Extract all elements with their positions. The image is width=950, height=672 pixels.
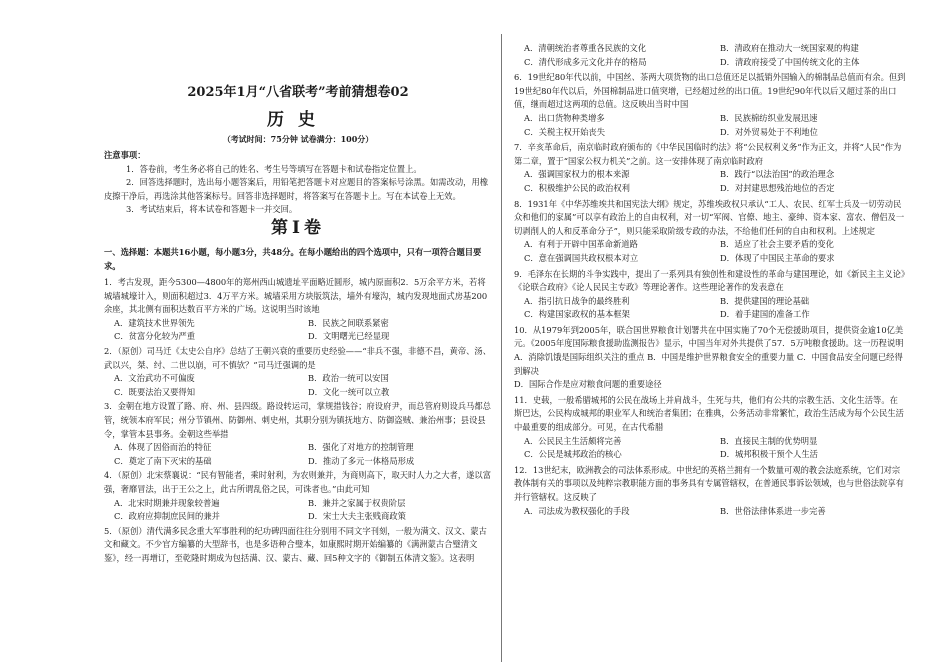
question-stem: 2．（原创）司马迁《太史公自序》总结了王朝兴衰的重要历史经验——“非兵不强，非德不昌，黄帝、汤、武以兴，桀、纣、二世以崩，可不慎欤？”司马迁强调的是 xyxy=(104,345,492,370)
option-a: A．公民民主生活颇将完善 xyxy=(524,435,622,446)
option-b: B．清政府在推动大一统国家观的构建 xyxy=(720,43,859,53)
option-a: A．司法成为教权强化的手段 xyxy=(524,505,630,516)
option-b: B．世俗法律体系进一步完善 xyxy=(720,505,826,516)
option-d: D．着手建国的准备工作 xyxy=(720,309,810,320)
option-c: C．政府应抑制庶民间的兼并 xyxy=(114,511,220,522)
question-11 xyxy=(514,394,906,462)
option-c: C．清代形成多元文化并存的格局 xyxy=(524,56,647,67)
question-stem: 1．考古发现，距今5300—4800年的郑州西山城遗址平面略近圆形，城内原面积2．5万余平方米，若将城墙城壕计入，则面积超过3．4万平方米。城墙采用方块版筑法，墙外有壕沟，城内发现地面式房基200余座，其北侧有面积达数百平方米的广场。这说明当时该地 xyxy=(104,277,488,315)
option-d: D．城邦积极干预个人生活 xyxy=(720,449,818,460)
option-c: C．奠定了南下灭宋的基础 xyxy=(114,455,212,466)
option-d: D．国际合作是应对粮食问题的重要途径 xyxy=(514,379,662,390)
option-d: D．推动了多元一体格局形成 xyxy=(308,455,415,466)
section-text: 一、选择题：本题共16小题，每小题3分，共48分。在每小题给出的四个选项中，只有一项符合题目要求。 xyxy=(104,247,482,271)
option-b: B．民族之间联系紧密 xyxy=(308,317,389,328)
question-8 xyxy=(514,198,906,266)
option-d: D．文化一统可以立教 xyxy=(308,386,390,397)
right-question-list xyxy=(514,42,906,519)
option-a: A．北宋时期兼并现象较普遍 xyxy=(114,497,220,508)
option-a: A．出口货物种类增多 xyxy=(524,112,605,123)
question-stem: 9．毛泽东在长期的斗争实践中，提出了一系列具有独创性和建设性的革命与建国理论，如《新民主主义论》《论联合政府》《论人民民主专政》等理论著作。这些理论著作的发表意在 xyxy=(514,268,906,293)
question-stem: 4．（原创）北宋蔡襄说：“民有智能者，乘时射利，为农则兼并，为商则高下，取天时人力之大者，遂以富强，奢靡冒法，出于王公之上，此古所谓乱俗之民，可诛者也。”由此可知 xyxy=(104,470,492,494)
option-a: A．体现了因俗而治的特征 xyxy=(114,442,212,453)
question-stem: 8．1931年《中华苏维埃共和国宪法大纲》规定，苏维埃政权只承认“工人、农民、红军士兵及一切劳动民众和他们的家属”可以享有政治上的自由权利，对一切“军阀、官僚、地主、豪绅、资本家、富农、僧侣及一切剥削人的人和反革命分子”，则只能采取阶级专政的办法，不给他们任何的自由和权利。上述规定 xyxy=(514,198,905,236)
option-c: C．积极维护公民的政治权利 xyxy=(524,182,630,193)
option-a: A．强调国家权力的根本来源 xyxy=(524,169,630,180)
notes-block xyxy=(104,149,492,217)
question-stem: 6．19世纪80年代以前，中国丝、茶两大项货物的出口总值还足以抵销外国输入的棉制品总值而有余。但到19世纪80年代以后，外国棉制品进口值突增，已经超过丝的出口值。19世纪90年代以后又超过茶的出口值，继而超过这两项的总值。这反映出当时中国 xyxy=(514,72,906,110)
question-stem: 10．从1979年到2005年，联合国世界粮食计划署共在中国实施了70个无偿援助项目，提供资金逾10亿美元。《2005年度国际粮食援助监测报告》显示，中国当年对外共提供了57．5万吨粮食援助。这一历程说明 xyxy=(514,324,904,349)
left-question-list xyxy=(104,276,492,566)
note-item: 1．答卷前，考生务必将自己的姓名、考生号等填写在答题卡和试卷指定位置上。 xyxy=(126,163,422,174)
option-b: B．提供建国的理论基础 xyxy=(720,295,810,306)
volume-title: 第Ⅰ卷 xyxy=(271,218,325,238)
option-d: D．宋士大夫主张贱商政策 xyxy=(308,511,406,522)
question-stem: 11．史载，一般希腊城邦的公民在战场上并肩战斗，生死与共，他们有公共的宗教生活、文化生活等。在斯巴达，公民构成城邦的职业军人和统治者集团；在雅典，公务活动非常繁忙，政治生活成为每个公民生活中最重要的组成部分。可见，在古代希腊 xyxy=(514,394,904,433)
exam-meta: （考试时间：75分钟 试卷满分：100分） xyxy=(222,134,374,144)
option-c: C．既要法治又要得知 xyxy=(114,386,196,397)
option-a: A．建筑技术世界领先 xyxy=(114,317,195,328)
option-d: D．体现了中国民主革命的要求 xyxy=(720,252,835,263)
option-b: B．适应了社会主要矛盾的变化 xyxy=(720,239,834,250)
option-b: B．民族棉纺织业发展迅速 xyxy=(720,112,818,123)
option-c: C．贫富分化较为严重 xyxy=(114,331,196,342)
subject-title: 历史 xyxy=(267,110,329,130)
question-1 xyxy=(104,276,492,344)
question-7 xyxy=(514,141,906,195)
option-b: B．兼并之家属于权贵阶层 xyxy=(308,497,406,508)
question-5-options xyxy=(514,42,906,69)
option-b: B．政治一统可以安国 xyxy=(308,373,389,384)
option-c: C．公民是城邦政治的核心 xyxy=(524,449,622,460)
section-heading xyxy=(104,246,492,273)
question-stem: 3．金朝在地方设置了路、府、州、县四级。路设转运司，掌规措钱谷；府设府尹，而总管府则设兵马都总管，统领本府军民；州分节镇州、防御州、刺史州，其职分别为镇抚地方、防御盗贼、兼治州事；县设县令，掌管本县事务。金朝这些举措 xyxy=(104,401,491,439)
options-abc: A．消除饥饿是国际组织关注的重点 B．中国是维护世界粮食安全的重要力量 C．中国食品安全问题已经得到解决 xyxy=(514,352,903,376)
question-stem: 12．13世纪末，欧洲教会的司法体系形成。中世纪的英格兰拥有一个数量可观的教会法庭系统，它们对宗教体制有关的事项以及纯粹宗教职能方面的事务具有专属管辖权，在普通民事诉讼领域，也与世俗法院享有并行管辖权。这反映了 xyxy=(514,464,904,502)
exam-title: 2025年1月“八省联考”考前猜想卷02 xyxy=(187,85,409,100)
question-12 xyxy=(514,464,906,518)
question-2 xyxy=(104,345,492,399)
question-stem: 5．（原创）清代满多民念重大军事胜利的纪功碑四面往往分别用不同文字刊刻，一般为满文、汉文、蒙古文和藏文。不少官方编纂的大型辞书，也是多语种合璧本，如康熙时期开始编纂的《满洲蒙古合璧清文鉴》，经一再增订，至乾隆时期成为包括满、汉、蒙古、藏、回5种文字的《御制五体清文鉴》。这表明 xyxy=(104,525,487,563)
option-d: D．文明曙光已经显现 xyxy=(308,331,390,342)
option-b: B．强化了对地方的控制管理 xyxy=(308,442,414,453)
option-a: A．清朝统治者尊重各民族的文化 xyxy=(524,43,647,53)
question-6 xyxy=(514,71,906,139)
option-c: C．关税主权开始丧失 xyxy=(524,126,606,137)
question-9 xyxy=(514,268,906,322)
option-a: A．指引抗日战争的最终胜利 xyxy=(524,295,630,306)
question-4 xyxy=(104,469,492,523)
option-d: D．对封建思想残治地位的否定 xyxy=(720,182,835,193)
option-b: B．践行“以法治国”的政治理念 xyxy=(720,169,835,180)
option-d: D．对外贸易处于不利地位 xyxy=(720,126,818,137)
note-item: 3．考试结束后，将本试卷和答题卡一并交回。 xyxy=(126,204,298,215)
note-item: 2．回答选择题时，选出每小题答案后，用铅笔把答题卡对应题目的答案标号涂黑。如需改动，用橡皮擦干净后，再选涂其他答案标号。回答非选择题时，将答案写在答题卡上。写在本试卷上无效。 xyxy=(104,177,489,201)
column-divider xyxy=(501,34,502,662)
notes-heading: 注意事项： xyxy=(104,150,146,160)
option-c: C．构建国家政权的基本框架 xyxy=(524,309,630,320)
option-a: A．有利于开辟中国革命新道路 xyxy=(524,239,638,250)
option-c: C．意在强调国共政权根本对立 xyxy=(524,252,639,263)
question-3 xyxy=(104,400,492,468)
option-b: B．直接民主制的优势明显 xyxy=(720,435,818,446)
option-d: D．清政府接受了中国传统文化的主体 xyxy=(720,56,860,67)
question-stem: 7．辛亥革命后，南京临时政府颁布的《中华民国临时约法》将“公民权利义务”作为正文，并将“人民”作为第二章，置于“国家公权力机关”之前。这一安排体现了南京临时政府 xyxy=(514,142,902,166)
question-10 xyxy=(514,324,906,392)
question-5 xyxy=(104,525,492,566)
option-a: A．文治武功不可偏废 xyxy=(114,373,195,384)
